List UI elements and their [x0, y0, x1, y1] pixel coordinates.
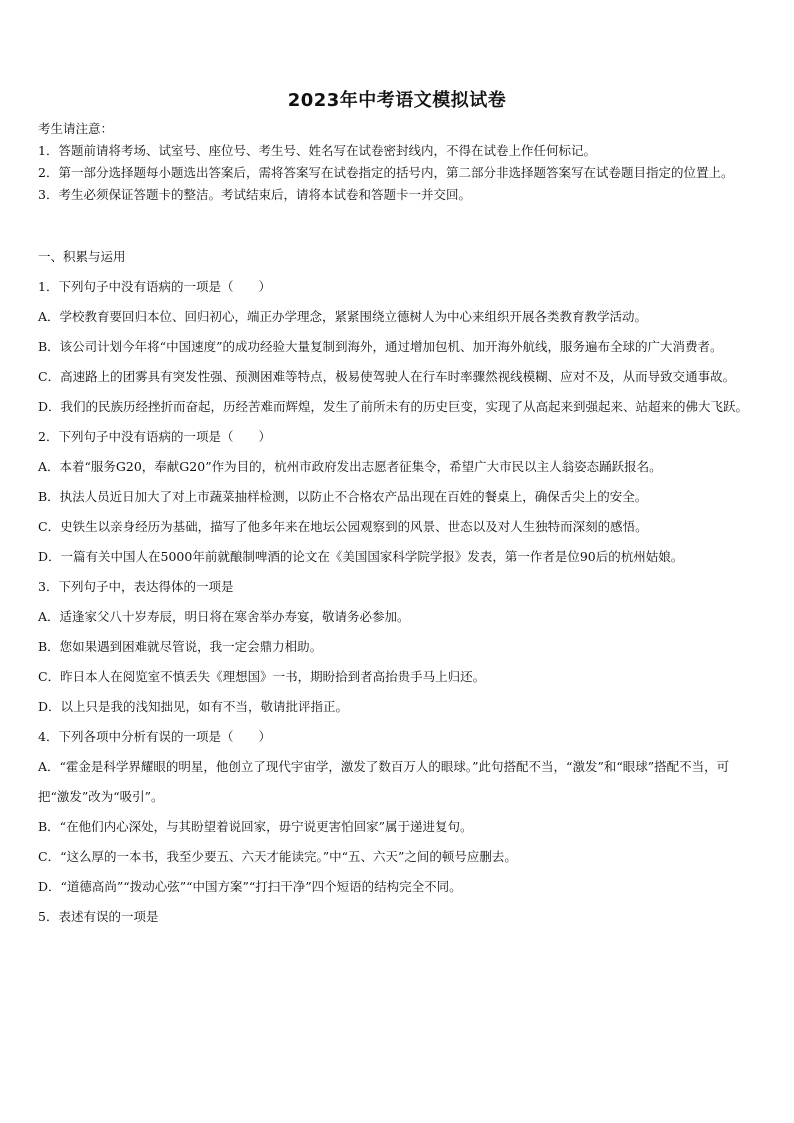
question-1-option-b: B．该公司计划今年将“中国速度”的成功经验大量复制到海外，通过增加包机、加开海外航线，服务遍布全球的广大消费者。 — [38, 339, 723, 354]
question-2-option-d: D．一篇有关中国人在5000年前就酿制啤酒的论文在《美国国家科学院学报》发表，第一作者是位90后的杭州姑娘。 — [38, 549, 684, 564]
question-3-option-a: A．适逢家父八十岁寿辰，明日将在寒舍举办寿宴，敬请务必参加。 — [38, 609, 410, 624]
question-2-option-a: A．本着“服务G20，奉献G20”作为目的，杭州市政府发出志愿者征集令，希望广大市民以主人翁姿态踊跃报名。 — [38, 459, 662, 474]
question-2-stem: 2．下列句子中没有语病的一项是（ ） — [38, 429, 271, 444]
question-3-option-c: C．昨日本人在阅览室不慎丢失《理想国》一书，期盼拾到者高抬贵手马上归还。 — [38, 669, 486, 684]
question-4-stem: 4．下列各项中分析有误的一项是（ ） — [38, 729, 271, 744]
question-4-option-d: D．“道德高尚”“拨动心弦”“中国方案”“打扫干净”四个短语的结构完全不同。 — [38, 879, 462, 894]
question-4-option-a: A．“霍金是科学界耀眼的明星，他创立了现代宇宙学，激发了数百万人的眼球。”此句搭配不当，“激发”和“眼球”搭配不当，可把“激发”改为“吸引”。 — [38, 759, 730, 804]
question-5-stem: 5．表述有误的一项是 — [38, 909, 159, 924]
question-4-option-b: B．“在他们内心深处，与其盼望着说回家，毋宁说更害怕回家”属于递进复句。 — [38, 819, 473, 834]
question-3-stem: 3．下列句子中，表达得体的一项是 — [38, 579, 234, 594]
question-2-option-b: B．执法人员近日加大了对上市蔬菜抽样检测，以防止不合格农产品出现在百姓的餐桌上，确保舌尖上的安全。 — [38, 489, 648, 504]
page-title: 2023年中考语文模拟试卷 — [287, 90, 507, 111]
question-3-option-b: B．您如果遇到困难就尽管说，我一定会鼎力相助。 — [38, 639, 323, 654]
notice-heading: 考生请注意： — [38, 121, 114, 136]
question-3-option-d: D．以上只是我的浅知拙见，如有不当，敬请批评指正。 — [38, 699, 349, 714]
question-1-stem: 1．下列句子中没有语病的一项是（ ） — [38, 279, 271, 294]
notice-item-2: 2．第一部分选择题每小题选出答案后，需将答案写在试卷指定的括号内，第二部分非选择题答案写在试卷题目指定的位置上。 — [38, 165, 734, 180]
notice-item-1: 1．答题前请将考场、试室号、座位号、考生号、姓名写在试卷密封线内，不得在试卷上作任何标记。 — [38, 143, 596, 158]
question-1-option-a: A．学校教育要回归本位、回归初心，端正办学理念，紧紧围绕立德树人为中心来组织开展各类教育教学活动。 — [38, 309, 648, 324]
question-2-option-c: C．史铁生以亲身经历为基础，描写了他多年来在地坛公园观察到的风景、世态以及对人生独特而深刻的感悟。 — [38, 519, 648, 534]
section-heading: 一、积累与运用 — [38, 249, 126, 264]
exam-body — [38, 242, 760, 932]
question-1-option-d: D．我们的民族历经挫折而奋起，历经苦难而辉煌，发生了前所未有的历史巨变，实现了从高起来到强起来、站超来的佛大飞跃。 — [38, 399, 749, 414]
question-4-option-c: C．“这么厚的一本书，我至少要五、六天才能读完。”中“五、六天”之间的顿号应删去。 — [38, 849, 517, 864]
question-1-option-c: C．高速路上的团雾具有突发性强、预测困难等特点，极易使驾驶人在行车时率骤然视线模糊、应对不及，从而导致交通事故。 — [38, 369, 736, 384]
notice-item-3: 3．考生必须保证答题卡的整洁。考试结束后，请将本试卷和答题卡一并交回。 — [38, 187, 471, 202]
notice-block — [38, 118, 760, 206]
